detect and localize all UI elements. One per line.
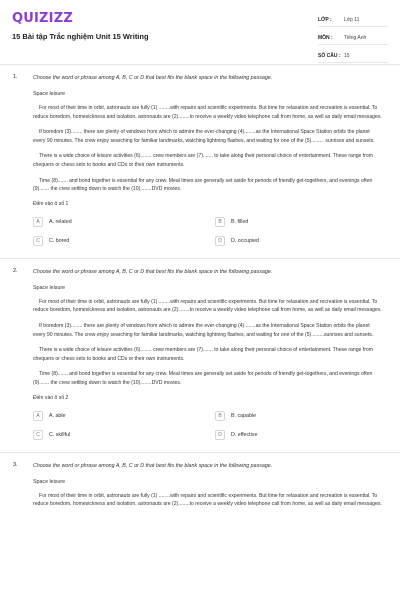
option-text: A. related <box>49 219 72 226</box>
passage-paragraph: Time (8)....... and bond together is essential for any crew. Meal times are generally set aside for periods of friendly get-togethers, and evenings often (9)....... the crew settling down to watch the (10)........DVD movies. <box>33 177 373 193</box>
blank-label: Điền vào ô số 1 <box>33 200 69 207</box>
option-text: C. bored <box>49 238 70 245</box>
question-instruction: Choose the word or phrase among A, B, C or D that best fits the blank space in the following passage. <box>33 268 273 275</box>
question-item <box>0 268 400 442</box>
passage-paragraph: For most of their time in orbit, astronauts are fully (1) ........with repairs and scientific experiments. But time for relaxation and recreation is essential. To reduce boredom, homesickness and isolation, astronauts are (2)........to receive a weekly video telephone call from home, as well as daily email messages. <box>33 105 382 120</box>
meta-row-class <box>318 13 388 27</box>
question-number: 1. <box>13 74 18 80</box>
option-letter-box: A <box>33 411 43 421</box>
meta-key: SỐ CÂU : <box>318 52 341 59</box>
option-d[interactable] <box>215 429 365 442</box>
option-text: A. able <box>49 413 66 419</box>
meta-value: Tiếng Anh <box>344 34 367 41</box>
option-letter-box: D <box>215 236 225 246</box>
question-number: 2. <box>13 267 18 274</box>
passage-title: Space leisure <box>33 284 66 291</box>
passage-paragraph: If boredom (3)........ there are plenty of windows from which to admire the ever-changing (4)........as the International Space Station orbits the planet every 90 minutes. The crew enjoy searching for familiar landmarks, watching lightning flashes, and waiting for one of the (5)......... sunrises and sunsets. <box>33 129 375 144</box>
option-text: B. filled <box>231 219 249 226</box>
option-a[interactable] <box>33 216 215 229</box>
option-text: D. occupied <box>231 238 259 245</box>
answer-options <box>33 410 382 442</box>
blank-label: Điền vào ô số 2 <box>33 394 69 401</box>
passage-paragraph: There is a wide choice of leisure activities (6)........ crew members are (7)....... to take along their personal choice of entertainment. These range from chequers or chess sets to books and CDs or their own instruments. <box>33 153 373 168</box>
option-letter-box: C <box>33 236 43 246</box>
quizizz-logo[interactable]: QUIZIZZ <box>12 11 73 26</box>
answer-options <box>33 216 382 248</box>
passage-paragraph: If boredom (3)........ there are plenty of windows from which to admire the ever-changing (4)........as the International Space Station orbits the planet every 90 minutes. The crew enjoy searching for familiar landmarks, watching lightning flashes, and waiting for one of the (5).........sunrises and sunsets. <box>33 322 374 338</box>
passage-paragraph: There is a wide choice of leisure activities (6)........ crew members are (7)....... to take along their personal choice of entertainment. These range from chequers or chess sets to books and CDs or their own instruments. <box>33 347 373 362</box>
option-b[interactable] <box>215 410 365 423</box>
option-letter-box: B <box>215 217 225 227</box>
passage-paragraph: For most of their time in orbit, astronauts are fully (1) ........with repairs and scientific experiments. But time for relaxation and recreation is essential. To reduce boredom, homesickness and isolation, astronauts are (2)........to receive a weekly video telephone call from home, as well as daily email messages. <box>33 298 382 314</box>
question-item <box>0 462 400 509</box>
meta-row-count <box>318 49 388 63</box>
question-number: 3. <box>13 461 18 468</box>
option-letter-box: C <box>33 430 43 440</box>
option-text: B. capable <box>231 413 257 419</box>
option-c[interactable] <box>33 235 215 248</box>
meta-row-subject <box>318 31 388 45</box>
document-title: 15 Bài tập Trắc nghiệm Unit 15 Writing <box>12 32 149 41</box>
option-c[interactable] <box>33 429 215 442</box>
page-header <box>0 0 400 65</box>
option-text: D. effective <box>231 432 258 438</box>
meta-value: Lớp 11 <box>344 16 360 23</box>
question-instruction: Choose the word or phrase among A, B, C or D that best fits the blank space in the following passage. <box>33 75 273 81</box>
option-letter-box: A <box>33 217 43 227</box>
question-divider <box>0 452 400 453</box>
passage-title: Space leisure <box>33 478 66 485</box>
option-text: C. skillful <box>49 432 71 438</box>
passage-paragraph: For most of their time in orbit, astronauts are fully (1) ........with repairs and scientific experiments. But time for relaxation and recreation is essential. To reduce boredom, homesickness and isolation, astronauts are (2)........to receive a weekly video telephone call from home, as well as daily email messages. <box>33 492 382 508</box>
option-a[interactable] <box>33 410 215 423</box>
meta-key: MÔN : <box>318 34 333 41</box>
passage-paragraph: Time (8)....... and bond together is essential for any crew. Meal times are generally set aside for periods of friendly get-togethers, and evenings often (9)....... the crew settling down to watch the (10)........DVD movies. <box>33 371 373 386</box>
option-d[interactable] <box>215 235 365 248</box>
option-b[interactable] <box>215 216 365 229</box>
meta-value: 15 <box>344 52 350 59</box>
option-letter-box: B <box>215 411 225 421</box>
question-divider <box>0 258 400 259</box>
question-list <box>0 74 400 516</box>
question-item <box>0 74 400 248</box>
meta-info <box>318 13 388 67</box>
passage-title: Space leisure <box>33 91 66 97</box>
option-letter-box: D <box>215 430 225 440</box>
meta-key: LỚP : <box>318 16 332 23</box>
question-instruction: Choose the word or phrase among A, B, C or D that best fits the blank space in the following passage. <box>33 462 273 469</box>
